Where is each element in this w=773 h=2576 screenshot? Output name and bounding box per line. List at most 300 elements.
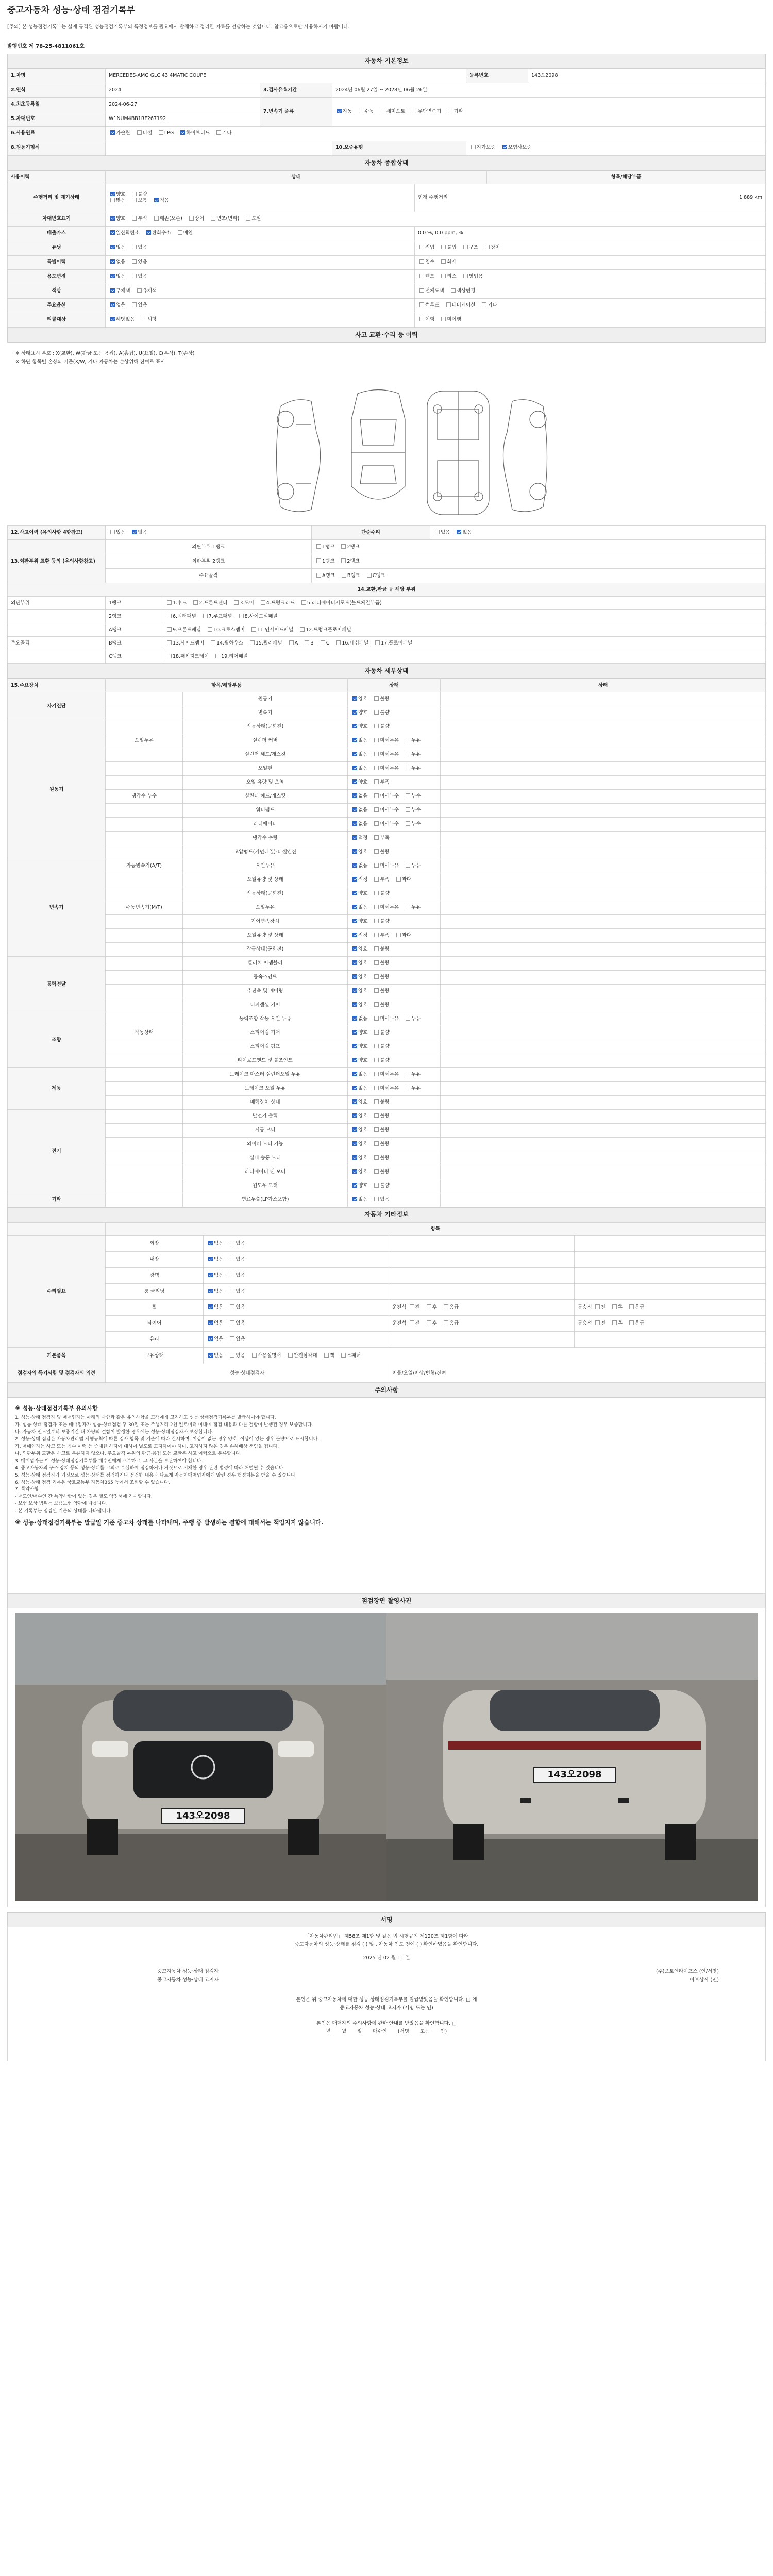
checkbox-icon[interactable]: [110, 216, 115, 221]
checkbox-icon[interactable]: [352, 919, 357, 923]
overall-b-0[interactable]: [418, 302, 440, 309]
detail-opt-0[interactable]: [351, 1169, 367, 1175]
checkbox-icon[interactable]: [406, 766, 410, 770]
checkbox-icon[interactable]: [406, 807, 410, 812]
detail-opt-2[interactable]: [404, 863, 421, 869]
checkbox-icon[interactable]: [444, 1304, 448, 1309]
detail-opt-1[interactable]: [373, 849, 389, 855]
mileage-level-opt-0[interactable]: [109, 198, 125, 204]
other-opt-1[interactable]: [228, 1336, 245, 1343]
other-opt-0[interactable]: [207, 1257, 223, 1263]
checkbox-icon[interactable]: [595, 1320, 600, 1325]
detail-opt-0[interactable]: [351, 1183, 367, 1189]
detail-opt-1[interactable]: [373, 905, 399, 911]
part-opt-3[interactable]: [259, 600, 295, 606]
detail-opt-0[interactable]: [351, 1072, 367, 1078]
detail-opt-1[interactable]: [373, 1141, 389, 1147]
detail-opt-2[interactable]: [404, 905, 421, 911]
detail-opt-0[interactable]: [351, 946, 367, 953]
other-opt-1[interactable]: [228, 1320, 245, 1327]
checkbox-icon[interactable]: [110, 245, 115, 249]
other-opt-1[interactable]: [228, 1273, 245, 1279]
checkbox-icon[interactable]: [178, 230, 182, 235]
checkbox-icon[interactable]: [251, 627, 256, 632]
detail-opt-0[interactable]: [351, 724, 367, 730]
warranty-opt-1[interactable]: [501, 145, 532, 151]
overall-b-0[interactable]: [418, 317, 434, 323]
detail-opt-0[interactable]: [351, 738, 367, 744]
checkbox-icon[interactable]: [208, 1353, 213, 1358]
emission-opt-1[interactable]: [145, 230, 171, 236]
checkbox-icon[interactable]: [352, 974, 357, 979]
accident-opt-1[interactable]: [130, 530, 147, 536]
checkbox-icon[interactable]: [352, 1113, 357, 1118]
fuel-opt-3[interactable]: [179, 130, 210, 137]
checkbox-icon[interactable]: [316, 544, 321, 549]
overall-c-0[interactable]: [462, 245, 478, 251]
checkbox-icon[interactable]: [321, 640, 325, 645]
detail-opt-1[interactable]: [373, 738, 399, 744]
detail-opt-1[interactable]: [373, 1072, 399, 1078]
checkbox-icon[interactable]: [324, 1353, 329, 1358]
checkbox-icon[interactable]: [352, 1058, 357, 1062]
detail-opt-1[interactable]: [373, 807, 399, 814]
detail-opt-2[interactable]: [404, 807, 421, 814]
emission-opt-2[interactable]: [176, 230, 193, 236]
wheel-opt-0[interactable]: [594, 1320, 606, 1327]
detail-opt-2[interactable]: [404, 752, 421, 758]
checkbox-icon[interactable]: [374, 738, 379, 742]
overall-a-1[interactable]: [130, 274, 147, 280]
detail-opt-0[interactable]: [351, 779, 367, 786]
checkbox-icon[interactable]: [482, 302, 486, 307]
checkbox-icon[interactable]: [352, 696, 357, 701]
checkbox-icon[interactable]: [410, 1304, 414, 1309]
vin-opt-1[interactable]: [130, 216, 147, 222]
checkbox-icon[interactable]: [352, 1044, 357, 1048]
detail-opt-0[interactable]: [351, 1002, 367, 1008]
checkbox-icon[interactable]: [230, 1320, 234, 1325]
checkbox-icon[interactable]: [352, 960, 357, 965]
trans-opt-4[interactable]: [446, 109, 463, 115]
checkbox-icon[interactable]: [208, 1320, 213, 1325]
checkbox-icon[interactable]: [595, 1304, 600, 1309]
detail-opt-1[interactable]: [373, 863, 399, 869]
checkbox-icon[interactable]: [230, 1241, 234, 1245]
wheel-opt-0[interactable]: [408, 1320, 420, 1327]
checkbox-icon[interactable]: [352, 1183, 357, 1188]
detail-opt-0[interactable]: [351, 835, 367, 841]
checkbox-icon[interactable]: [374, 710, 379, 715]
checkbox-icon[interactable]: [612, 1304, 617, 1309]
detail-opt-2[interactable]: [404, 738, 421, 744]
checkbox-icon[interactable]: [374, 821, 379, 826]
detail-opt-2[interactable]: [404, 766, 421, 772]
checkbox-icon[interactable]: [419, 302, 424, 307]
checkbox-icon[interactable]: [154, 216, 159, 221]
detail-opt-2[interactable]: [404, 821, 421, 827]
checkbox-icon[interactable]: [374, 1155, 379, 1160]
detail-opt-0[interactable]: [351, 1016, 367, 1022]
overall-a-0[interactable]: [109, 302, 125, 309]
detail-opt-0[interactable]: [351, 807, 367, 814]
checkbox-icon[interactable]: [374, 1002, 379, 1007]
overall-a-1[interactable]: [140, 317, 157, 323]
checkbox-icon[interactable]: [261, 600, 265, 605]
wheel-opt-0[interactable]: [408, 1304, 420, 1311]
checkbox-icon[interactable]: [341, 558, 346, 563]
detail-opt-0[interactable]: [351, 821, 367, 827]
part-opt-5[interactable]: [319, 640, 330, 647]
checkbox-icon[interactable]: [374, 807, 379, 812]
checkbox-icon[interactable]: [203, 614, 208, 618]
wheel-opt-1[interactable]: [425, 1320, 437, 1327]
detail-opt-0[interactable]: [351, 1099, 367, 1106]
part-opt-1[interactable]: [214, 654, 248, 660]
checkbox-icon[interactable]: [110, 259, 115, 264]
checkbox-icon[interactable]: [448, 109, 452, 113]
overall-a-1[interactable]: [136, 288, 157, 294]
checkbox-icon[interactable]: [374, 724, 379, 728]
overall-a-0[interactable]: [109, 274, 125, 280]
checkbox-icon[interactable]: [406, 1086, 410, 1090]
basic-opt-1[interactable]: [228, 1353, 245, 1359]
wheel-opt-1[interactable]: [611, 1320, 623, 1327]
fuel-opt-4[interactable]: [215, 130, 231, 137]
checkbox-icon[interactable]: [419, 317, 424, 321]
part-opt-2[interactable]: [248, 640, 282, 647]
checkbox-icon[interactable]: [167, 640, 172, 645]
basic-sub-opt-3[interactable]: [340, 1353, 361, 1359]
detail-opt-0[interactable]: [351, 1127, 367, 1133]
checkbox-icon[interactable]: [352, 891, 357, 895]
detail-opt-0[interactable]: [351, 1113, 367, 1120]
checkbox-icon[interactable]: [629, 1320, 634, 1325]
checkbox-icon[interactable]: [359, 109, 363, 113]
checkbox-icon[interactable]: [374, 1127, 379, 1132]
checkbox-icon[interactable]: [167, 600, 172, 605]
checkbox-icon[interactable]: [352, 724, 357, 728]
checkbox-icon[interactable]: [208, 1241, 213, 1245]
checkbox-icon[interactable]: [374, 877, 379, 882]
checkbox-icon[interactable]: [167, 627, 172, 632]
wheel-opt-2[interactable]: [442, 1320, 459, 1327]
checkbox-icon[interactable]: [110, 274, 115, 278]
trans-opt-3[interactable]: [410, 109, 441, 115]
detail-opt-2[interactable]: [404, 1086, 421, 1092]
checkbox-icon[interactable]: [367, 573, 372, 578]
checkbox-icon[interactable]: [352, 1072, 357, 1076]
checkbox-icon[interactable]: [230, 1353, 234, 1358]
checkbox-icon[interactable]: [110, 130, 115, 135]
checkbox-icon[interactable]: [396, 877, 401, 882]
checkbox-icon[interactable]: [352, 738, 357, 742]
detail-opt-0[interactable]: [351, 766, 367, 772]
checkbox-icon[interactable]: [374, 960, 379, 965]
detail-opt-0[interactable]: [351, 905, 367, 911]
checkbox-icon[interactable]: [288, 1353, 293, 1358]
checkbox-icon[interactable]: [374, 779, 379, 784]
checkbox-icon[interactable]: [352, 849, 357, 854]
checkbox-icon[interactable]: [352, 807, 357, 812]
part-opt-4[interactable]: [300, 600, 382, 606]
checkbox-icon[interactable]: [419, 259, 424, 264]
checkbox-icon[interactable]: [110, 288, 115, 293]
fuel-opt-0[interactable]: [109, 130, 130, 137]
overall-a-1[interactable]: [130, 259, 147, 265]
detail-opt-1[interactable]: [373, 877, 389, 883]
fuel-opt-2[interactable]: [157, 130, 174, 137]
overall-b-1[interactable]: [440, 317, 461, 323]
detail-opt-1[interactable]: [373, 1002, 389, 1008]
checkbox-icon[interactable]: [110, 198, 115, 202]
checkbox-icon[interactable]: [374, 849, 379, 854]
checkbox-icon[interactable]: [374, 766, 379, 770]
checkbox-icon[interactable]: [352, 1197, 357, 1201]
checkbox-icon[interactable]: [352, 933, 357, 937]
detail-opt-1[interactable]: [373, 960, 389, 967]
other-opt-0[interactable]: [207, 1336, 223, 1343]
checkbox-icon[interactable]: [441, 245, 446, 249]
mileage-level-opt-2[interactable]: [153, 198, 169, 204]
checkbox-icon[interactable]: [230, 1304, 234, 1309]
overall-a-0[interactable]: [109, 259, 125, 265]
detail-opt-1[interactable]: [373, 946, 389, 953]
checkbox-icon[interactable]: [463, 245, 468, 249]
detail-opt-0[interactable]: [351, 710, 367, 716]
other-opt-1[interactable]: [228, 1289, 245, 1295]
checkbox-icon[interactable]: [352, 766, 357, 770]
checkbox-icon[interactable]: [441, 317, 446, 321]
checkbox-icon[interactable]: [419, 245, 424, 249]
checkbox-icon[interactable]: [252, 1353, 257, 1358]
checkbox-icon[interactable]: [341, 1353, 346, 1358]
frame-rank-opt-0[interactable]: [315, 573, 335, 579]
checkbox-icon[interactable]: [352, 863, 357, 868]
checkbox-icon[interactable]: [374, 696, 379, 701]
detail-opt-0[interactable]: [351, 933, 367, 939]
detail-opt-2[interactable]: [404, 1072, 421, 1078]
checkbox-icon[interactable]: [352, 905, 357, 909]
fuel-opt-1[interactable]: [136, 130, 152, 137]
checkbox-icon[interactable]: [463, 274, 468, 278]
checkbox-icon[interactable]: [352, 1086, 357, 1090]
checkbox-icon[interactable]: [250, 640, 255, 645]
checkbox-icon[interactable]: [374, 1141, 379, 1146]
checkbox-icon[interactable]: [612, 1320, 617, 1325]
checkbox-icon[interactable]: [230, 1336, 234, 1341]
detail-opt-1[interactable]: [373, 710, 389, 716]
part-opt-1[interactable]: [192, 600, 227, 606]
checkbox-icon[interactable]: [352, 1169, 357, 1174]
accident-opt-0[interactable]: [109, 530, 125, 536]
detail-opt-1[interactable]: [373, 1197, 389, 1203]
detail-opt-0[interactable]: [351, 877, 367, 883]
checkbox-icon[interactable]: [341, 544, 346, 549]
other-opt-1[interactable]: [228, 1241, 245, 1247]
trans-opt-0[interactable]: [335, 109, 352, 115]
detail-opt-1[interactable]: [373, 793, 399, 800]
detail-opt-2[interactable]: [395, 933, 411, 939]
checkbox-icon[interactable]: [406, 793, 410, 798]
basic-sub-opt-0[interactable]: [250, 1353, 281, 1359]
checkbox-icon[interactable]: [412, 109, 416, 113]
checkbox-icon[interactable]: [374, 988, 379, 993]
detail-opt-1[interactable]: [373, 1016, 399, 1022]
part-opt-1[interactable]: [206, 627, 245, 633]
checkbox-icon[interactable]: [374, 1016, 379, 1021]
checkbox-icon[interactable]: [300, 627, 305, 632]
checkbox-icon[interactable]: [230, 1257, 234, 1261]
checkbox-icon[interactable]: [374, 905, 379, 909]
detail-opt-1[interactable]: [373, 821, 399, 827]
checkbox-icon[interactable]: [167, 654, 172, 658]
detail-opt-1[interactable]: [373, 752, 399, 758]
checkbox-icon[interactable]: [374, 1058, 379, 1062]
checkbox-icon[interactable]: [427, 1320, 431, 1325]
overall-b-1[interactable]: [440, 245, 456, 251]
detail-opt-1[interactable]: [373, 766, 399, 772]
overall-a-0[interactable]: [109, 245, 125, 251]
part-opt-0[interactable]: [165, 627, 201, 633]
checkbox-icon[interactable]: [352, 1099, 357, 1104]
overall-a-0[interactable]: [109, 317, 135, 323]
trans-opt-2[interactable]: [379, 109, 406, 115]
checkbox-icon[interactable]: [374, 1169, 379, 1174]
checkbox-icon[interactable]: [629, 1304, 634, 1309]
checkbox-icon[interactable]: [305, 640, 309, 645]
checkbox-icon[interactable]: [352, 821, 357, 826]
checkbox-icon[interactable]: [374, 1197, 379, 1201]
checkbox-icon[interactable]: [427, 1304, 431, 1309]
checkbox-icon[interactable]: [301, 600, 306, 605]
overall-b-0[interactable]: [418, 274, 434, 280]
checkbox-icon[interactable]: [146, 230, 151, 235]
checkbox-icon[interactable]: [352, 1127, 357, 1132]
checkbox-icon[interactable]: [352, 793, 357, 798]
wheel-opt-2[interactable]: [628, 1304, 644, 1311]
overall-b-1[interactable]: [440, 274, 456, 280]
other-opt-1[interactable]: [228, 1304, 245, 1311]
other-opt-0[interactable]: [207, 1273, 223, 1279]
checkbox-icon[interactable]: [374, 1044, 379, 1048]
mileage-opt-0[interactable]: [109, 192, 125, 198]
checkbox-icon[interactable]: [154, 198, 159, 202]
basic-sub-opt-2[interactable]: [323, 1353, 334, 1359]
part-opt-4[interactable]: [303, 640, 314, 647]
checkbox-icon[interactable]: [419, 288, 424, 293]
detail-opt-0[interactable]: [351, 974, 367, 980]
checkbox-icon[interactable]: [137, 130, 142, 135]
frame-rank-opt-1[interactable]: [340, 573, 360, 579]
detail-opt-0[interactable]: [351, 988, 367, 994]
checkbox-icon[interactable]: [246, 216, 250, 221]
checkbox-icon[interactable]: [110, 530, 115, 534]
checkbox-icon[interactable]: [342, 573, 346, 578]
checkbox-icon[interactable]: [485, 245, 490, 249]
detail-opt-0[interactable]: [351, 849, 367, 855]
detail-opt-0[interactable]: [351, 1044, 367, 1050]
checkbox-icon[interactable]: [132, 192, 137, 196]
checkbox-icon[interactable]: [208, 1257, 213, 1261]
trans-opt-1[interactable]: [357, 109, 374, 115]
other-opt-0[interactable]: [207, 1304, 223, 1311]
detail-opt-0[interactable]: [351, 793, 367, 800]
overall-b-1[interactable]: [449, 288, 476, 294]
checkbox-icon[interactable]: [374, 863, 379, 868]
overall-b-0[interactable]: [418, 288, 444, 294]
detail-opt-1[interactable]: [373, 1169, 389, 1175]
checkbox-icon[interactable]: [110, 317, 115, 321]
checkbox-icon[interactable]: [208, 1336, 213, 1341]
checkbox-icon[interactable]: [132, 274, 137, 278]
detail-opt-0[interactable]: [351, 891, 367, 897]
overall-a-1[interactable]: [130, 245, 147, 251]
checkbox-icon[interactable]: [230, 1289, 234, 1293]
checkbox-icon[interactable]: [193, 600, 198, 605]
detail-opt-0[interactable]: [351, 752, 367, 758]
checkbox-icon[interactable]: [406, 752, 410, 756]
checkbox-icon[interactable]: [167, 614, 172, 618]
overall-b-1[interactable]: [445, 302, 476, 309]
checkbox-icon[interactable]: [352, 710, 357, 715]
checkbox-icon[interactable]: [381, 109, 385, 113]
wheel-opt-2[interactable]: [628, 1320, 644, 1327]
warranty-opt-0[interactable]: [469, 145, 496, 151]
checkbox-icon[interactable]: [446, 302, 451, 307]
vin-opt-0[interactable]: [109, 216, 125, 222]
rank-opt-1[interactable]: [340, 558, 359, 565]
overall-b-2[interactable]: [480, 302, 497, 309]
part-opt-0[interactable]: [165, 654, 209, 660]
detail-opt-1[interactable]: [373, 835, 389, 841]
checkbox-icon[interactable]: [208, 1304, 213, 1309]
checkbox-icon[interactable]: [502, 145, 507, 149]
vin-opt-4[interactable]: [209, 216, 239, 222]
checkbox-icon[interactable]: [441, 274, 446, 278]
detail-opt-1[interactable]: [373, 988, 389, 994]
part-opt-6[interactable]: [334, 640, 368, 647]
frame-rank-opt-2[interactable]: [365, 573, 385, 579]
detail-opt-0[interactable]: [351, 1058, 367, 1064]
checkbox-icon[interactable]: [374, 1086, 379, 1090]
other-opt-0[interactable]: [207, 1241, 223, 1247]
checkbox-icon[interactable]: [215, 654, 220, 658]
repair-opt-0[interactable]: [433, 530, 450, 536]
detail-opt-0[interactable]: [351, 919, 367, 925]
detail-opt-2[interactable]: [395, 877, 411, 883]
part-opt-1[interactable]: [209, 640, 243, 647]
checkbox-icon[interactable]: [110, 302, 115, 307]
checkbox-icon[interactable]: [374, 946, 379, 951]
other-opt-0[interactable]: [207, 1289, 223, 1295]
part-opt-0[interactable]: [165, 640, 204, 647]
detail-opt-1[interactable]: [373, 933, 389, 939]
part-opt-7[interactable]: [374, 640, 412, 647]
detail-opt-1[interactable]: [373, 1127, 389, 1133]
detail-opt-1[interactable]: [373, 919, 389, 925]
vin-opt-5[interactable]: [244, 216, 261, 222]
checkbox-icon[interactable]: [211, 640, 215, 645]
checkbox-icon[interactable]: [137, 288, 142, 293]
checkbox-icon[interactable]: [132, 530, 137, 534]
checkbox-icon[interactable]: [435, 530, 440, 534]
detail-opt-0[interactable]: [351, 1155, 367, 1161]
overall-b-1[interactable]: [440, 259, 456, 265]
overall-b-0[interactable]: [418, 245, 434, 251]
checkbox-icon[interactable]: [208, 627, 212, 632]
checkbox-icon[interactable]: [230, 1273, 234, 1277]
